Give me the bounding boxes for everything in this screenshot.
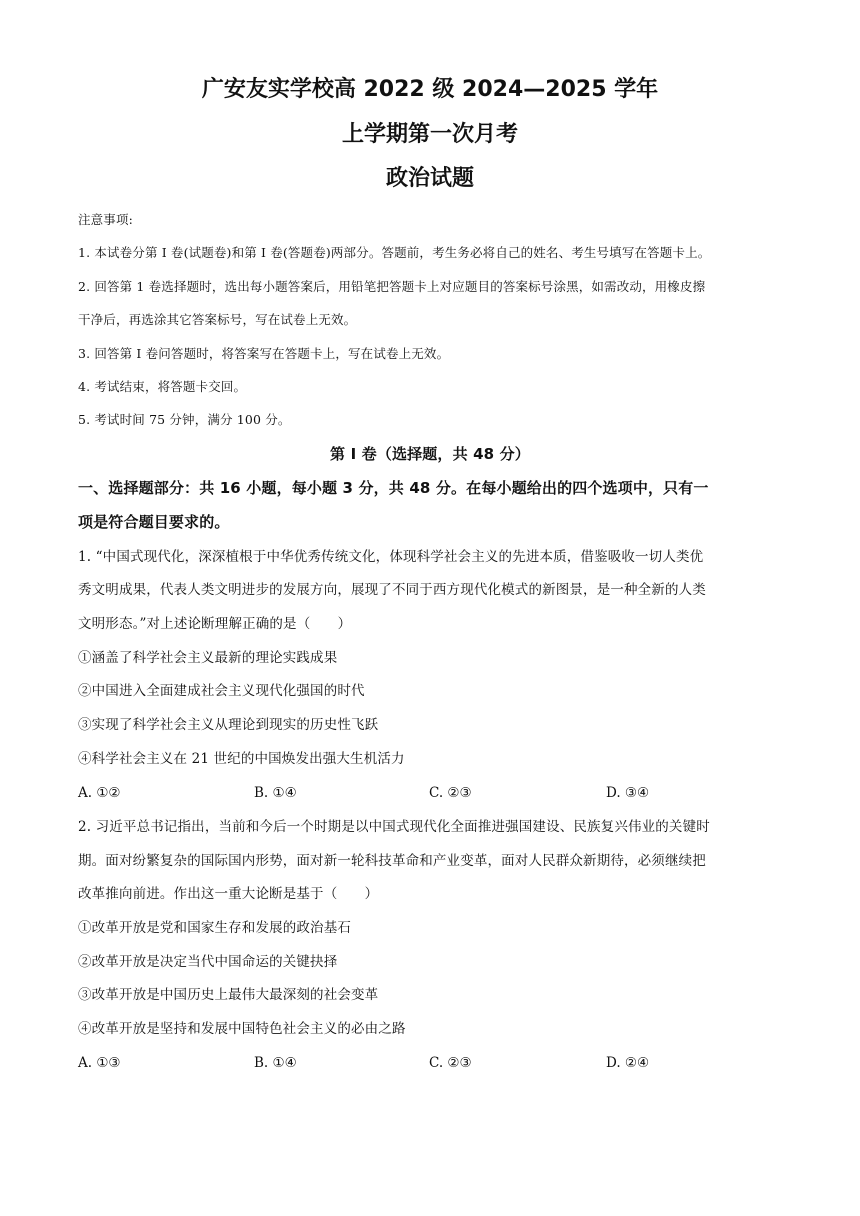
notice-item-2: 2. 回答第 1 卷选择题时，选出每小题答案后，用铅笔把答题卡上对应题目的答案标号涂黑，如需改动，用橡皮擦: [78, 279, 706, 294]
question-1-option-a[interactable]: A. ①②: [78, 785, 121, 801]
question-1-option-c[interactable]: C. ②③: [429, 785, 472, 801]
question-1-stem-line2: 秀文明成果，代表人类文明进步的发展方向，展现了不同于西方现代化模式的新图景，是一种全新的人类: [78, 582, 706, 598]
exam-subject-title: 政治试题: [385, 166, 474, 191]
section-instruction-line1: 一、选择题部分：共 16 小题，每小题 3 分，共 48 分。在每小题给出的四个选项中，只有一: [78, 479, 709, 497]
section-instruction-line2: 项是符合题目要求的。: [78, 513, 230, 531]
question-2-stem-line3: 改革推向前进。作出这一重大论断是基于（ ）: [78, 886, 379, 902]
notice-item-3: 3. 回答第 I 卷问答题时，将答案写在答题卡上，写在试卷上无效。: [78, 346, 450, 361]
question-1-option-d[interactable]: D. ③④: [606, 785, 650, 801]
question-2-statement-2: ②改革开放是决定当代中国命运的关键抉择: [78, 954, 338, 970]
question-2-option-a[interactable]: A. ①③: [78, 1055, 121, 1071]
exam-title-line2: 上学期第一次月考: [341, 122, 518, 147]
question-1-statement-3: ③实现了科学社会主义从理论到现实的历史性飞跃: [78, 717, 379, 733]
notice-item-1: 1. 本试卷分第 I 卷(试题卷)和第 I 卷(答题卷)两部分。答题前，考生务必将自己的姓名、考生号填写在答题卡上。: [78, 245, 711, 260]
question-2-stem-line2: 期。面对纷繁复杂的国际国内形势，面对新一轮科技革命和产业变革，面对人民群众新期待，必须继续把: [78, 853, 706, 869]
notice-item-4: 4. 考试结束，将答题卡交回。: [78, 379, 247, 394]
question-2-option-c[interactable]: C. ②③: [429, 1055, 472, 1071]
question-1-statement-2: ②中国进入全面建成社会主义现代化强国的时代: [78, 683, 365, 699]
exam-title-line1: 广安友实学校高 2022 级 2024—2025 学年: [201, 77, 659, 102]
question-2-statement-1: ①改革开放是党和国家生存和发展的政治基石: [78, 920, 351, 936]
question-1-statement-1: ①涵盖了科学社会主义最新的理论实践成果: [78, 650, 338, 666]
question-1-stem-line1: 1. “中国式现代化，深深植根于中华优秀传统文化，体现科学社会主义的先进本质，借鉴吸收一切人类优: [78, 549, 704, 565]
notice-heading: 注意事项:: [78, 212, 133, 227]
question-2-option-b[interactable]: B. ①④: [254, 1055, 297, 1071]
question-1-option-b[interactable]: B. ①④: [254, 785, 297, 801]
section-title: 第 I 卷（选择题，共 48 分）: [330, 445, 530, 463]
question-2-stem-line1: 2. 习近平总书记指出，当前和今后一个时期是以中国式现代化全面推进强国建设、民族复兴伟业的关键时: [78, 819, 710, 835]
question-2-statement-3: ③改革开放是中国历史上最伟大最深刻的社会变革: [78, 987, 379, 1003]
question-1-stem-line3: 文明形态。”对上述论断理解正确的是（ ）: [78, 616, 352, 632]
question-2-option-d[interactable]: D. ②④: [606, 1055, 650, 1071]
notice-item-2-cont: 干净后，再选涂其它答案标号，写在试卷上无效。: [78, 312, 357, 327]
notice-item-5: 5. 考试时间 75 分钟，满分 100 分。: [78, 412, 291, 427]
question-1-statement-4: ④科学社会主义在 21 世纪的中国焕发出强大生机活力: [78, 751, 405, 767]
question-2-statement-4: ④改革开放是坚持和发展中国特色社会主义的必由之路: [78, 1021, 406, 1037]
